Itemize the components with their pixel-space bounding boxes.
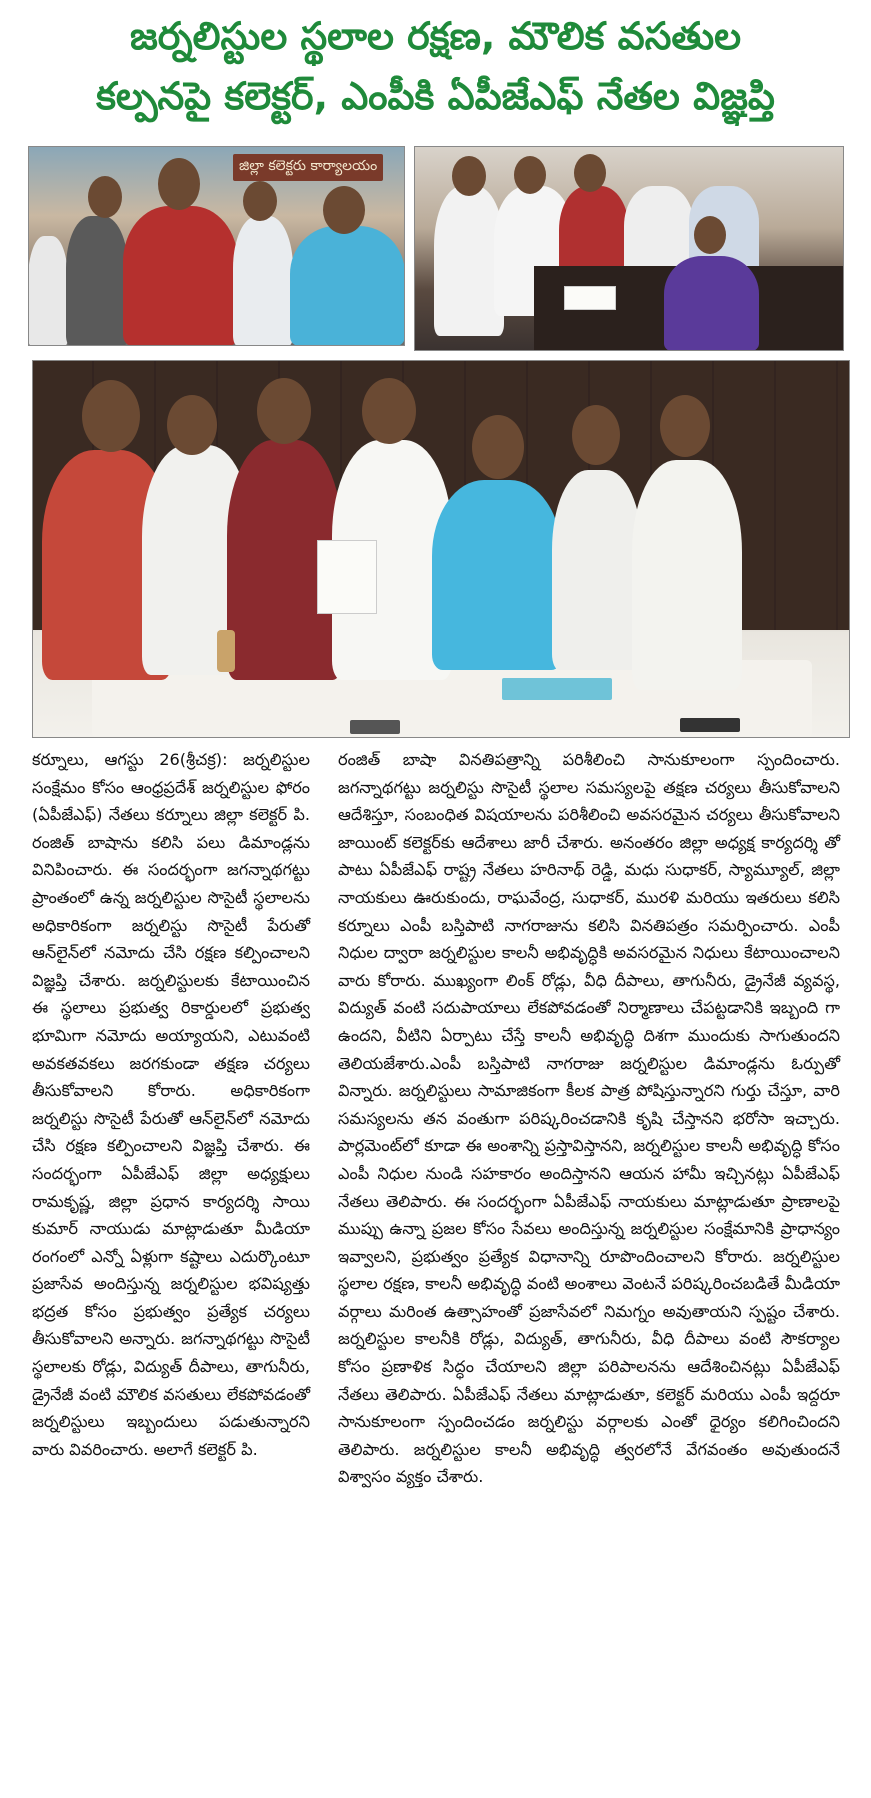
article-text-left: కర్నూలు, ఆగస్టు 26(శ్రీచక్ర): జర్నలిస్టుల సంక్షేమం కోసం ఆంధ్రప్రదేశ్ జర్నలిస్టుల ఫోరం (ఏపీజేఎఫ్) నేతలు కర్నూలు జిల్లా కలెక్టర్ పి. రంజిత్ బాషాను కలిసి పలు డిమాండ్లను వినిపించారు. ఈ సందర్భంగా జగన్నాథగట్టు ప్రాంతంలో ఉన్న జర్నలిస్టుల సొసైటీ స్థలాలను అధికారికంగా జర్నలిస్టు సొసైటీ పేరుతో ఆన్‌లైన్‌లో నమోదు చేసి రక్షణ కల్పించాలని విజ్ఞప్తి చేశారు. జర్నలిస్టులకు కేటాయించిన ఈ స్థలాలు ప్రభుత్వ రికార్డులలో ప్రభుత్వ భూమిగా నమోదు అయ్యాయని, ఎటువంటి అవకతవకలు జరగకుండా తక్షణ చర్యలు తీసుకోవాలని కోరారు. అధికారికంగా జర్నలిస్టు సొసైటీ పేరుతో ఆన్‌లైన్‌లో నమోదు చేసి రక్షణ కల్పించాలని విజ్ఞప్తి చేశారు. ఈ సందర్భంగా ఏపీజేఎఫ్ జిల్లా అధ్యక్షులు రామకృష్ణ, జిల్లా ప్రధాన కార్యదర్శి సాయి కుమార్ నాయుడు మాట్లాడుతూ మీడియా రంగంలో ఎన్నో ఏళ్లుగా కష్టాలు ఎదుర్కొంటూ ప్రజాసేవ అందిస్తున్న జర్నలిస్టుల భవిష్యత్తు భద్రత కోసం ప్రభుత్వం ప్రత్యేక చర్యలు తీసుకోవాలని అన్నారు. జగన్నాథగట్టు సొసైటీ స్థలాలకు రోడ్లు, విద్యుత్ దీపాలు, తాగునీరు, డ్రైనేజీ వంటి మౌలిక వసతులు లేకపోవడంతో జర్నలిస్టులు ఇబ్బందులు పడుతున్నారని వారు వివరించారు. అలాగే కలెక్టర్ పి. — [32, 750, 310, 1459]
headline — [20, 6, 851, 134]
article-text-right: రంజిత్ బాషా వినతిపత్రాన్ని పరిశీలించి సానుకూలంగా స్పందించారు. జగన్నాథగట్టు జర్నలిస్టు సొసైటీ స్థలాల సమస్యలపై తక్షణ చర్యలు తీసుకోవాలని ఆదేశిస్తూ, సంబంధిత విషయాలను పరిశీలించి అవసరమైన చర్యలు తీసుకోవాలని జాయింట్ కలెక్టర్‌కు ఆదేశాలు జారీ చేశారు. అనంతరం జిల్లా అధ్యక్ష కార్యదర్శి తో పాటు ఏపీజేఎఫ్ రాష్ట్ర నేతలు హరినాథ్ రెడ్డి, మధు సుధాకర్, స్యామ్యూల్, జిల్లా నాయకులు ఊరుకుందు, రాఘవేంద్ర, సుధాకర్, మురళి మరియు ఇతరులు కలిసి కర్నూలు ఎంపీ బస్తిపాటి నాగరాజును కలిసి వినతిపత్రం సమర్పించారు. ఎంపీ నిధుల ద్వారా జర్నలిస్టుల కాలనీ అభివృద్ధికి అవసరమైన నిధులు కేటాయించాలని వారు కోరారు. ముఖ్యంగా లింక్ రోడ్లు, వీధి దీపాలు, తాగునీరు, డ్రైనేజీ వ్యవస్థ, విద్యుత్ వంటి సదుపాయాలు లేకపోవడంతో నిర్మాణాలు చేపట్టడానికి ఇబ్బంది గా ఉందని, వీటిని ఏర్పాటు చేస్తే కాలనీ అభివృద్ధి దిశగా ముందుకు సాగుతుందని తెలియజేశారు.ఎంపీ బస్తిపాటి నాగరాజు జర్నలిస్టుల డిమాండ్లను ఓర్పుతో విన్నారు. జర్నలిస్టులు సామాజికంగా కీలక పాత్ర పోషిస్తున్నారని గుర్తు చేస్తూ, వారి సమస్యలను తన వంతుగా పరిష్కరించడానికి కృషి చేస్తానని భరోసా ఇచ్చారు. పార్లమెంట్‌లో కూడా ఈ అంశాన్ని ప్రస్తావిస్తానని, జర్నలిస్టుల కాలనీ అభివృద్ధి కోసం ఎంపీ నిధుల నుండి సహకారం అందిస్తానని ఆయన హామీ ఇచ్చినట్లు ఏపీజేఎఫ్ నేతలు తెలిపారు. ఈ సందర్భంగా ఏపీజేఎఫ్ నాయకులు మాట్లాడుతూ ప్రాణాలపై ముప్పు ఉన్నా ప్రజల కోసం సేవలు అందిస్తున్న జర్నలిస్టుల సంక్షేమానికి ప్రాధాన్యం ఇవ్వాలని, ప్రభుత్వం ప్రత్యేక విధానాన్ని రూపొందించాలని కోరారు. జర్నలిస్టుల స్థలాల రక్షణ, కాలనీ అభివృద్ధి వంటి అంశాలు వెంటనే పరిష్కరించబడితే మీడియా వర్గాలు మరింత ఉత్సాహంతో ప్రజాసేవలో నిమగ్నం అవుతాయని స్పష్టం చేశారు. జర్నలిస్టుల కాలనీకి రోడ్లు, విద్యుత్, తాగునీరు, వీధి దీపాలు వంటి సౌకర్యాల కోసం ప్రణాళిక సిద్ధం చేయాలని జిల్లా పరిపాలనను ఆదేశించినట్లు ఏపీజేఎఫ్ నేతలు తెలిపారు. ఏపీజేఎఫ్ నేతలు మాట్లాడుతూ, కలెక్టర్ మరియు ఎంపీ ఇద్దరూ సానుకూలంగా స్పందించడం జర్నలిస్టు వర్గాలకు ఎంతో ధైర్యం కలిగించిందని తెలిపారు. జర్నలిస్టుల కాలనీ అభివృద్ధి త్వరలోనే వేగవంతం అవుతుందనే విశ్వాసం వ్యక్తం చేశారు. — [338, 750, 840, 1487]
photo-meeting-table — [414, 146, 844, 351]
office-name-sign: జిల్లా కలెక్టరు కార్యాలయం — [233, 154, 383, 181]
article-column-left — [32, 746, 310, 1463]
article-column-right — [338, 746, 840, 1491]
headline-line-2: కల్పనపై కలెక్టర్, ఎంపీకి ఏపీజేఎఫ్ నేతల విజ్ఞప్తి — [96, 74, 775, 118]
photo-collector-office-group — [28, 146, 405, 346]
photo-petition-handover — [32, 360, 850, 738]
headline-line-1: జర్నలిస్టుల స్థలాల రక్షణ, మౌలిక వసతుల — [129, 14, 742, 58]
